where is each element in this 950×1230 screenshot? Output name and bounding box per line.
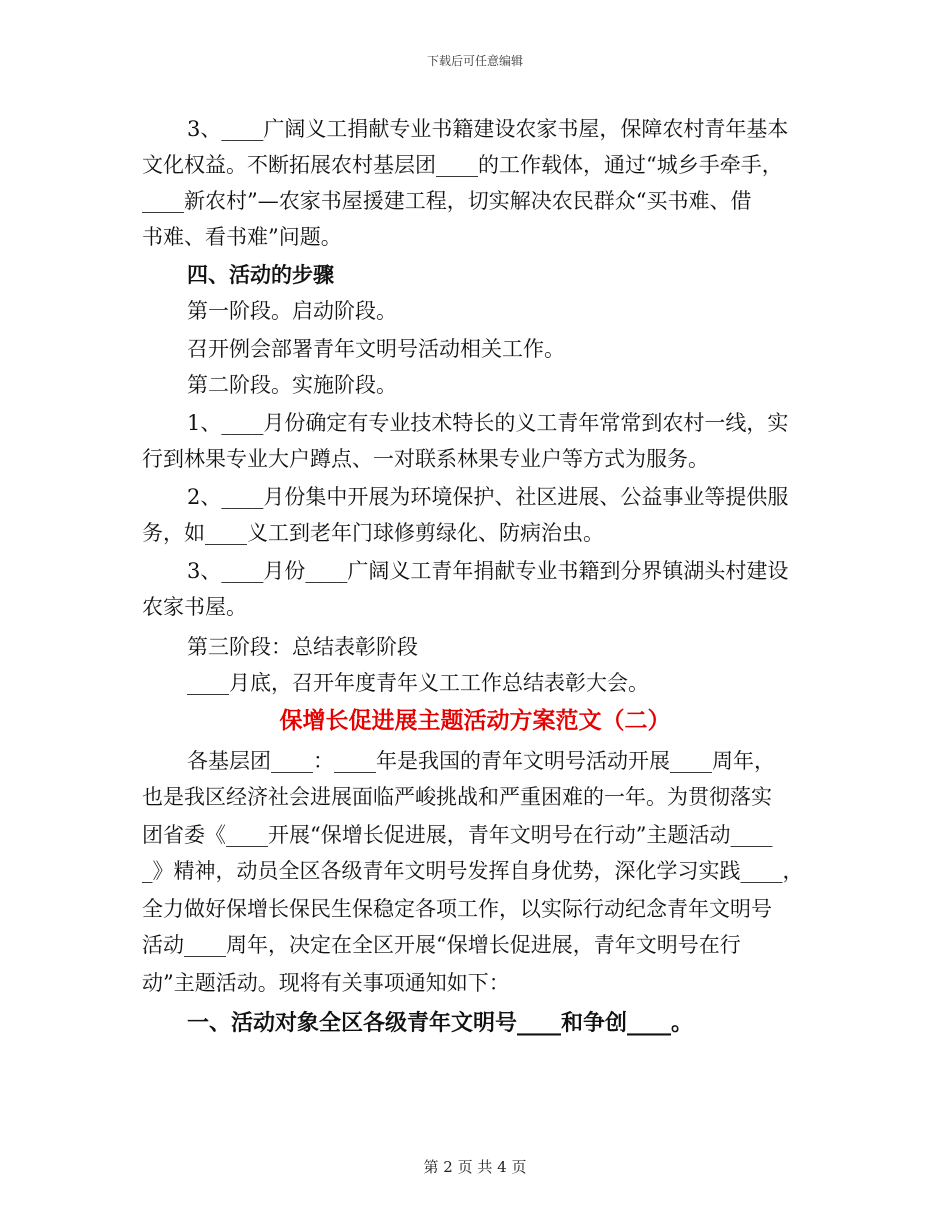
- text-line: _》精神，动员全区各级青年文明号发挥自身优势，深化学习实践____，: [142, 859, 804, 883]
- text-line: 3、____月份____广阔义工青年捐献专业书籍到分界镇湖头村建设: [187, 559, 789, 583]
- section-heading: 一、活动对象全区各级青年文明号____和争创____。: [187, 1010, 694, 1036]
- text-line: 书难、看书难”问题。: [142, 225, 342, 249]
- text-line: 第一阶段。启动阶段。: [187, 299, 397, 323]
- text-line: 农家书屋。: [142, 595, 247, 619]
- text-line: 活动____周年，决定在全区开展“保增长促进展，青年文明号在行: [142, 933, 741, 957]
- text-line: 行到林果专业大户蹲点、一对联系林果专业户等方式为服务。: [142, 447, 709, 471]
- text-line: 动”主题活动。现将有关事项通知如下：: [142, 971, 510, 995]
- text-line: 第二阶段。实施阶段。: [187, 373, 397, 397]
- text-line: 团省委《____开展“保增长促进展，青年文明号在行动”主题活动____: [142, 823, 773, 847]
- text-line: 务，如____义工到老年门球修剪绿化、防病治虫。: [142, 521, 604, 545]
- text-line: ____月底，召开年度青年义工工作总结表彰大会。: [187, 671, 649, 695]
- text-line: 1、____月份确定有专业技术特长的义工青年常常到农村一线，实: [187, 411, 789, 435]
- text-line: 召开例会部署青年文明号活动相关工作。: [187, 337, 565, 361]
- text-line: 文化权益。不断拓展农村基层团____的工作载体，通过“城乡手牵手，: [142, 153, 783, 177]
- text-line: ____新农村”—农家书屋援建工程，切实解决农民群众“买书难、借: [142, 189, 752, 213]
- page-footer-number: 第 2 页 共 4 页: [423, 1158, 527, 1176]
- text-line: 第三阶段：总结表彰阶段: [187, 635, 418, 659]
- section-heading: 四、活动的步骤: [187, 262, 334, 287]
- text-line: 也是我区经济社会进展面临严峻挑战和严重困难的一年。为贯彻落实: [142, 785, 772, 809]
- section-title: 保增长促进展主题活动方案范文（二）: [279, 707, 671, 734]
- text-line: 各基层团____：____年是我国的青年文明号活动开展____周年，: [187, 749, 775, 773]
- page-header-note: 下载后可任意编辑: [426, 54, 523, 68]
- text-line: 2、____月份集中开展为环境保护、社区进展、公益事业等提供服: [187, 485, 789, 509]
- text-line: 3、____广阔义工捐献专业书籍建设农家书屋，保障农村青年基本: [187, 117, 789, 141]
- text-line: 全力做好保增长保民生保稳定各项工作，以实际行动纪念青年文明号: [142, 897, 772, 921]
